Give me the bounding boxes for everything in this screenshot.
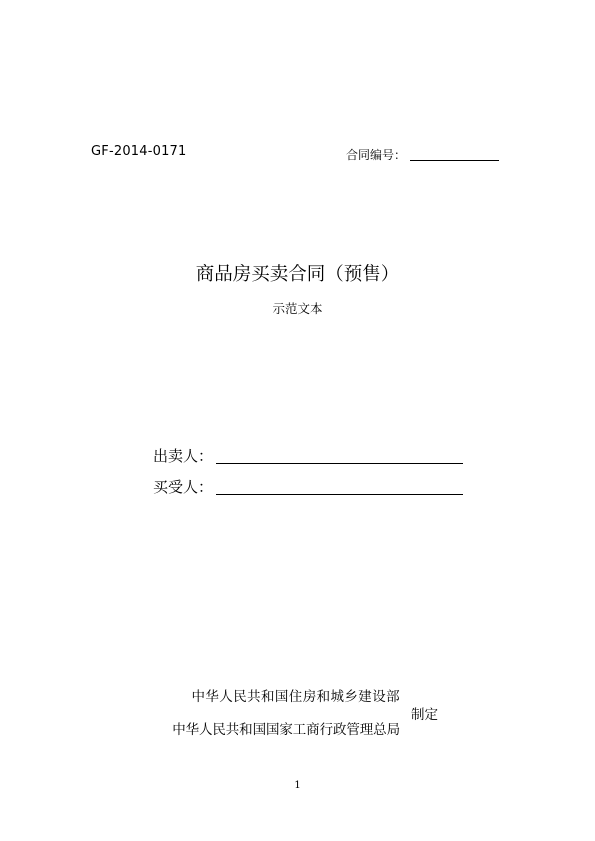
seller-label: 出卖人： — [153, 447, 214, 465]
document-code: GF-2014-0171 — [91, 144, 187, 159]
buyer-blank-line — [216, 478, 463, 495]
page-number: 1 — [294, 780, 301, 791]
issuer-action: 制定 — [411, 707, 438, 723]
issuer-ministry-housing: 中华人民共和国住房和城乡建设部 — [191, 689, 400, 705]
document-title: 商品房买卖合同（预售） — [195, 264, 400, 285]
seller-field — [153, 444, 463, 466]
document-subtitle: 示范文本 — [272, 301, 323, 316]
contract-number-blank — [410, 146, 499, 161]
issuer-administration-industry-commerce: 中华人民共和国国家工商行政管理总局 — [172, 722, 400, 738]
buyer-label: 买受人： — [153, 478, 214, 496]
contract-number — [346, 144, 499, 163]
contract-number-label: 合同编号： — [346, 148, 407, 162]
seller-blank-line — [216, 447, 463, 464]
buyer-field — [153, 475, 463, 497]
